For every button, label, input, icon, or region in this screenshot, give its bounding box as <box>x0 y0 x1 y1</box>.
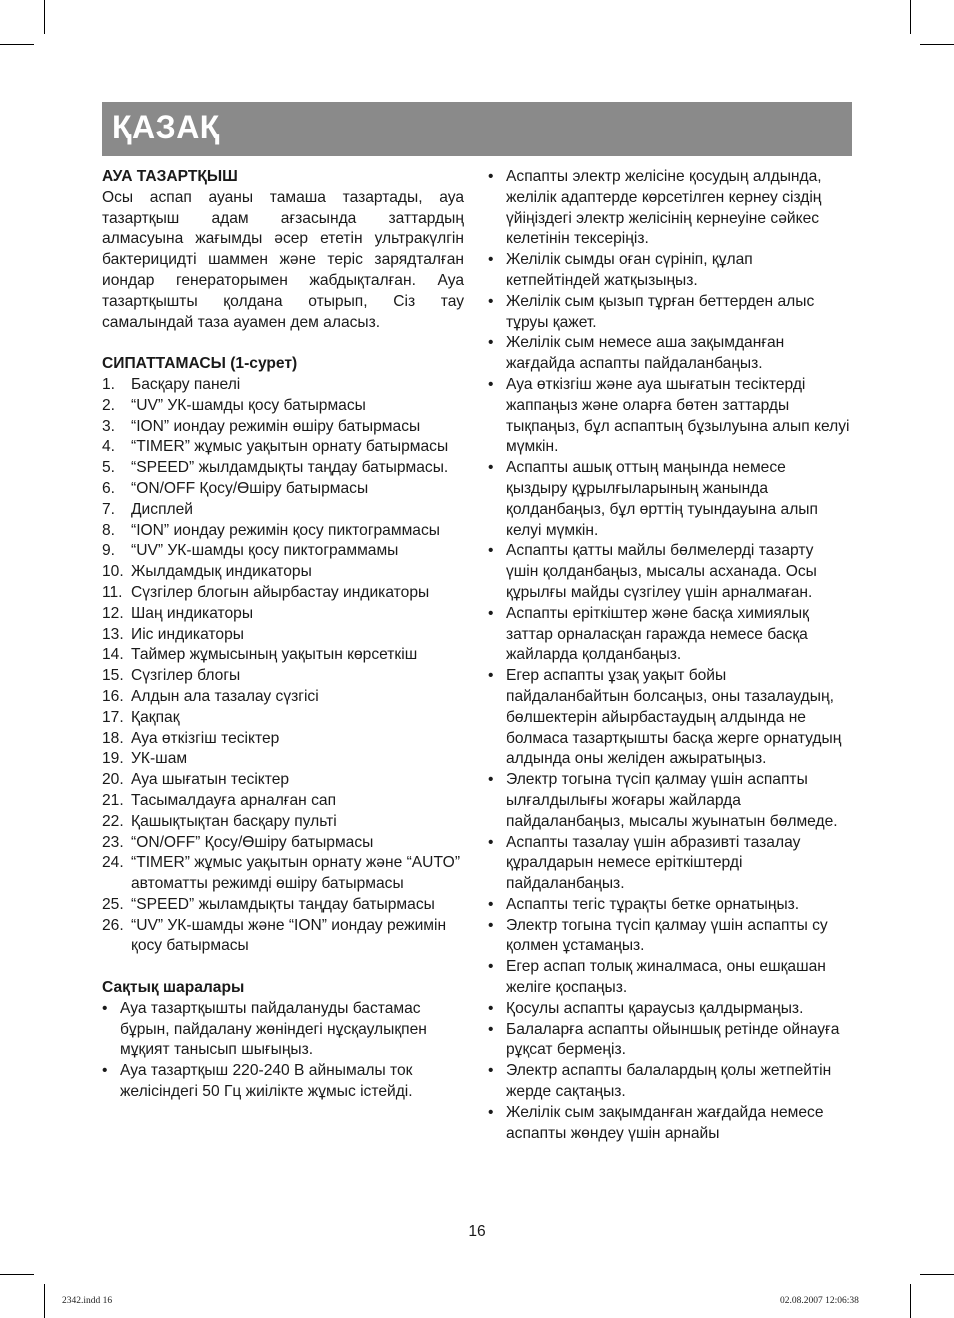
list-item-text: Ауа тазартқыш 220-240 В айнымалы ток желісіндегі 50 Гц жиілікте жұмыс істейді. <box>120 1062 413 1101</box>
bullet-icon: • <box>488 604 494 622</box>
list-item-text: Тасымалдауға арналған сап <box>131 791 337 809</box>
list-item-number: 21. <box>102 791 124 809</box>
list-item <box>488 458 850 541</box>
safety-list-right <box>488 167 850 1144</box>
bullet-icon: • <box>488 292 494 310</box>
intro-heading: АУА ТАЗАРТҚЫШ <box>102 168 238 185</box>
list-item-text: Қақпақ <box>131 708 180 726</box>
list-item <box>102 500 464 521</box>
list-item-text: Басқару панелі <box>131 375 241 393</box>
list-item-number: 10. <box>102 563 124 581</box>
right-column <box>488 167 850 1144</box>
intro-text: Осы аспап ауаны тамаша тазартады, ауа тазартқыш адам ағзасында заттардың алмасуына жағымды әсер ететін ультракүлгін бактерицидті шаммен және теріс зарядталған иондар генераторымен жабдықталған. Ауа тазартқышты қолдана отырып, Сіз тау самалындай таза ауамен дем аласыз. <box>102 188 464 331</box>
list-item <box>488 916 850 958</box>
list-item-text: Қосулы аспапты қараусыз қалдырмаңыз. <box>506 999 804 1017</box>
list-item-number: 5. <box>102 459 116 477</box>
list-item-text: Иіс индикаторы <box>131 625 244 643</box>
list-item-text: “SPEED” жыламдықты таңдау батырмасы <box>131 895 435 913</box>
list-item <box>102 999 464 1061</box>
bullet-icon: • <box>488 771 494 789</box>
list-item <box>102 458 464 479</box>
list-item <box>102 645 464 666</box>
list-item-text: Аспапты электр желісіне қосудың алдында, желілік адаптерде көрсетілген кернеу сіздің үйіңіздегі электр желісінің кернеуіне сәйкес келетінін тексеріңіз. <box>506 168 822 248</box>
bullet-icon: • <box>488 334 494 352</box>
bullet-icon: • <box>102 999 108 1017</box>
bullet-icon: • <box>488 1020 494 1038</box>
list-item-number: 2. <box>102 396 116 414</box>
crop-mark <box>910 0 911 34</box>
list-item-number: 15. <box>102 667 124 685</box>
list-item-text: Ауа өткізгіш және ауа шығатын тесіктерді жаппаңыз және оларға бөтен заттарды тықпаңыз, бұл аспаптың бұзылуына алып келуі мүмкін. <box>506 375 850 456</box>
bullet-icon: • <box>488 916 494 934</box>
list-item <box>488 1103 850 1145</box>
list-item <box>488 541 850 603</box>
list-item <box>102 417 464 438</box>
crop-mark <box>44 1284 45 1318</box>
list-item-number: 8. <box>102 521 116 539</box>
list-item <box>488 292 850 334</box>
left-column <box>102 167 464 1103</box>
list-item-text: “UV” УК-шамды және “ION” иондау режимін қосу батырмасы <box>131 916 447 955</box>
list-item <box>102 895 464 916</box>
list-item <box>102 666 464 687</box>
list-item <box>102 437 464 458</box>
list-item-text: Жылдамдық индикаторы <box>131 563 312 581</box>
safety-heading: Сақтық шаралары <box>102 979 245 997</box>
list-item-text: “TIMER” жұмыс уақытын орнату және “AUTO” автоматты режимді өшіру батырмасы <box>131 854 461 893</box>
list-item <box>102 375 464 396</box>
list-item-number: 19. <box>102 750 124 768</box>
list-item-text: Сүзгілер блогын айырбастау индикаторы <box>131 583 430 601</box>
list-item-text: Аспапты тегіс тұрақты бетке орнатыңыз. <box>506 895 800 913</box>
crop-mark <box>920 1274 954 1275</box>
list-item-number: 14. <box>102 646 124 664</box>
list-item-number: 22. <box>102 812 124 830</box>
list-item <box>488 375 850 458</box>
list-item-number: 6. <box>102 479 116 497</box>
list-item-text: “UV” УК-шамды қосу пиктограммамы <box>131 542 399 560</box>
list-item-text: Алдын ала тазалау сүзгісі <box>131 687 319 705</box>
page-number: 16 <box>468 1223 486 1240</box>
list-item-text: Балаларға аспапты ойыншық ретінде ойнауға рұқсат бермеңіз. <box>506 1020 840 1059</box>
list-item-text: Желілік сым қызып тұрған беттерден алыс тұруы қажет. <box>506 292 815 331</box>
list-item-number: 1. <box>102 375 116 393</box>
list-item <box>102 770 464 791</box>
list-item <box>102 687 464 708</box>
list-item-number: 17. <box>102 708 124 726</box>
list-item <box>488 999 850 1020</box>
bullet-icon: • <box>102 1062 108 1080</box>
crop-mark <box>0 44 34 45</box>
list-item <box>102 833 464 854</box>
list-item-text: Шаң индикаторы <box>131 604 254 622</box>
list-item <box>102 812 464 833</box>
crop-mark <box>910 1284 911 1318</box>
list-item-text: УК-шам <box>131 750 188 768</box>
list-item <box>102 479 464 500</box>
bullet-icon: • <box>488 895 494 913</box>
list-item-text: Желілік сым зақымданған жағдайда немесе аспапты жөндеу үшін арнайы <box>506 1103 824 1142</box>
list-item-text: “ION” иондау режимін қосу пиктограммасы <box>131 521 440 539</box>
list-item-text: Электр тогына түсіп қалмау үшін аспапты су қолмен ұстамаңыз. <box>506 916 828 955</box>
list-item <box>488 770 850 832</box>
list-item-text: Қашықтықтан басқару пульті <box>131 812 337 830</box>
list-item <box>488 895 850 916</box>
list-item <box>102 396 464 417</box>
list-item-number: 25. <box>102 895 124 913</box>
list-item-number: 12. <box>102 604 124 622</box>
bullet-icon: • <box>488 667 494 685</box>
list-item <box>102 521 464 542</box>
slug-datetime: 02.08.2007 12:06:38 <box>780 1296 859 1306</box>
bullet-icon: • <box>488 251 494 269</box>
list-item <box>102 625 464 646</box>
safety-list-left <box>102 999 464 1103</box>
list-item-number: 4. <box>102 438 116 456</box>
list-item-text: Желілік сым немесе аша зақымданған жағдайда аспапты пайдаланбаңыз. <box>506 334 785 373</box>
list-item-text: “ON/OFF” Қосу/Өшіру батырмасы <box>131 833 374 851</box>
list-item-text: Егер аспапты ұзақ уақыт бойы пайдаланбайтын болсаңыз, оны тазалаудың, бөлшектерін айырбастаудың алдында не болмаса тазартқышты басқа жерге орнатудың алдында оны желіден ажыратыңыз. <box>506 667 842 768</box>
list-item <box>488 604 850 666</box>
list-item-text: Ауа өткізгіш тесіктер <box>131 729 280 747</box>
list-item-number: 11. <box>102 583 123 601</box>
bullet-icon: • <box>488 375 494 393</box>
list-item <box>102 749 464 770</box>
bullet-icon: • <box>488 958 494 976</box>
list-item <box>102 916 464 958</box>
crop-mark <box>920 44 954 45</box>
list-item <box>102 583 464 604</box>
list-item <box>102 729 464 750</box>
crop-mark <box>0 1274 34 1275</box>
crop-mark <box>44 0 45 34</box>
description-list <box>102 375 464 957</box>
list-item <box>488 957 850 999</box>
list-item-text: “UV” УК-шамды қосу батырмасы <box>131 396 366 414</box>
list-item-text: Электр тогына түсіп қалмау үшін аспапты ылғалдылығы жоғары жайларда пайдаланбаңыз, мысалы жуынатын бөлмеде. <box>506 771 838 830</box>
list-item <box>488 250 850 292</box>
bullet-icon: • <box>488 542 494 560</box>
list-item-text: Ауа шығатын тесіктер <box>131 771 290 789</box>
list-item <box>488 833 850 895</box>
list-item-number: 16. <box>102 687 124 705</box>
list-item <box>102 853 464 895</box>
list-item-number: 26. <box>102 916 124 934</box>
list-item-text: Аспапты тазалау үшін абразивті тазалау құралдарын немесе еріткіштерді пайдаланбаңыз. <box>506 833 801 893</box>
bullet-icon: • <box>488 833 494 851</box>
bullet-icon: • <box>488 1062 494 1080</box>
list-item-number: 20. <box>102 771 124 789</box>
list-item-text: Аспапты ашық оттың маңында немесе қыздыру құрылғыларының жанында қолданбаңыз, бұл өрттің туындауына алып келуі мүмкін. <box>506 459 818 539</box>
description-heading: СИПАТТАМАСЫ (1-сурет) <box>102 355 298 373</box>
list-item <box>488 333 850 375</box>
list-item <box>102 1061 464 1103</box>
list-item-number: 13. <box>102 625 124 643</box>
list-item-number: 24. <box>102 854 124 872</box>
list-item-number: 18. <box>102 729 124 747</box>
list-item-text: Дисплей <box>131 500 193 518</box>
bullet-icon: • <box>488 168 494 185</box>
section-banner <box>102 102 852 156</box>
list-item-text: Аспапты еріткіштер және басқа химиялық заттар орналасқан гаражда немесе басқа жайларда қолданбаңыз. <box>506 604 809 664</box>
list-item-text: “ION” иондау режимін өшіру батырмасы <box>131 417 421 435</box>
list-item-text: Аспапты қатты майлы бөлмелерді тазарту үшін қолданбаңыз, мысалы асханада. Осы құрылғы майды сүзгілеу үшін арналмаған. <box>506 542 817 601</box>
bullet-icon: • <box>488 1103 494 1121</box>
list-item-number: 3. <box>102 417 116 435</box>
list-item-number: 9. <box>102 542 116 560</box>
list-item <box>102 604 464 625</box>
list-item-text: “ON/OFF Қосу/Өшіру батырмасы <box>131 479 369 497</box>
list-item <box>102 791 464 812</box>
list-item <box>102 708 464 729</box>
list-item-text: “TIMER” жұмыс уақытын орнату батырмасы <box>131 438 449 456</box>
list-item-text: “SPEED” жылдамдықты таңдау батырмасы. <box>131 459 449 477</box>
list-item <box>488 1061 850 1103</box>
page-title: ҚАЗАҚ <box>112 109 220 145</box>
list-item-text: Таймер жұмысының уақытын көрсеткіш <box>131 646 418 664</box>
list-item-text: Сүзгілер блогы <box>131 667 241 685</box>
list-item <box>488 167 850 250</box>
bullet-icon: • <box>488 459 494 477</box>
list-item <box>102 541 464 562</box>
list-item <box>102 562 464 583</box>
list-item-text: Ауа тазартқышты пайдалануды бастамас бұрын, пайдалану жөніндегі нұсқаулықпен мұқият танысып шығыңыз. <box>120 999 427 1059</box>
list-item-number: 23. <box>102 833 124 851</box>
list-item-number: 7. <box>102 500 116 518</box>
list-item-text: Желілік сымды оған сүрініп, құлап кетпейтіндей жатқызыңыз. <box>506 251 753 289</box>
list-item-text: Егер аспап толық жиналмаса, оны ешқашан желіге қоспаңыз. <box>506 958 826 997</box>
slug-file: 2342.indd 16 <box>62 1296 113 1306</box>
list-item <box>488 1020 850 1062</box>
bullet-icon: • <box>488 999 494 1017</box>
list-item-text: Электр аспапты балалардың қолы жетпейтін жерде сақтаңыз. <box>506 1062 832 1101</box>
list-item <box>488 666 850 770</box>
